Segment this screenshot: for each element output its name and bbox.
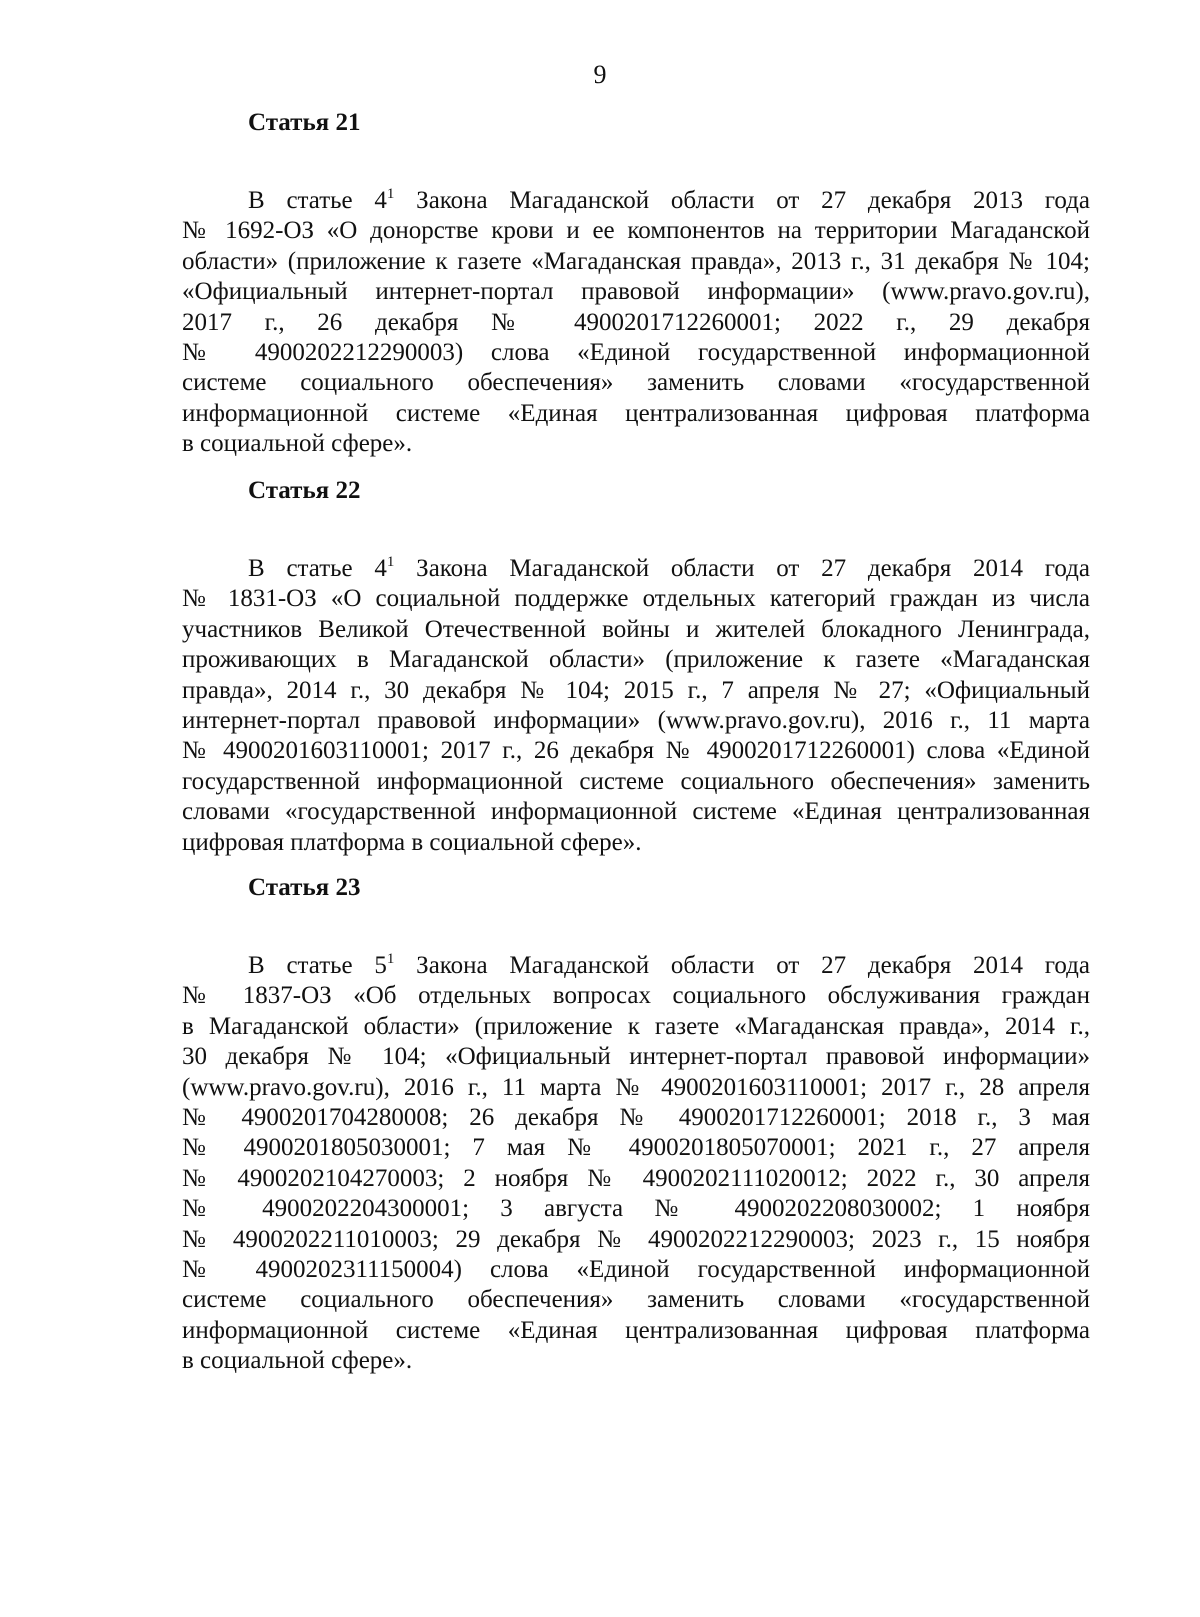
text-line: системе социального обеспечения» заменить словами «государственной bbox=[182, 1286, 1090, 1314]
text-line: цифровая платформа в социальной сфере». bbox=[182, 828, 642, 856]
text-line: участников Великой Отечественной войны и жителей блокадного Ленинграда, bbox=[182, 615, 1090, 643]
text-line: 2017 г., 26 декабря № 4900201712260001; 2022 г., 29 декабря bbox=[182, 308, 1090, 336]
text-line: в социальной сфере». bbox=[182, 1347, 413, 1375]
text-line: интернет-портал правовой информации» (www.pravo.gov.ru), 2016 г., 11 марта bbox=[182, 707, 1090, 735]
text-line: правда», 2014 г., 30 декабря № 104; 2015 г., 7 апреля № 27; «Официальный bbox=[182, 676, 1090, 704]
text-line: № 4900202204300001; 3 августа № 4900202208030002; 1 ноября bbox=[182, 1195, 1090, 1223]
superscript-one: 1 bbox=[386, 951, 395, 967]
text-line: 30 декабря № 104; «Официальный интернет-портал правовой информации» bbox=[182, 1043, 1090, 1071]
text-line: В статье $4^1$ Закона Магаданской области от 27 декабря 2013 года bbox=[248, 186, 1091, 214]
page-number: 9 bbox=[593, 60, 607, 89]
text-line: в Магаданской области» (приложение к газете «Магаданская правда», 2014 г., bbox=[182, 1012, 1090, 1040]
text-line: № 4900202311150004) слова «Единой государственной информационной bbox=[182, 1256, 1090, 1284]
text-line: информационной системе «Единая централизованная цифровая платформа bbox=[182, 399, 1090, 427]
article-heading: Статья 22 bbox=[248, 477, 361, 504]
text-line: информационной системе «Единая централизованная цифровая платформа bbox=[182, 1316, 1090, 1344]
text-line: № 4900202212290003) слова «Единой государственной информационной bbox=[182, 339, 1090, 367]
text-line: № 4900202104270003; 2 ноября № 4900202111020012; 2022 г., 30 апреля bbox=[182, 1164, 1090, 1192]
text-line: № 1831-ОЗ «О социальной поддержке отдельных категорий граждан из числа bbox=[182, 585, 1090, 613]
text-line: «Официальный интернет-портал правовой информации» (www.pravo.gov.ru), bbox=[182, 278, 1090, 306]
text-line: № 4900202211010003; 29 декабря № 4900202212290003; 2023 г., 15 ноября bbox=[182, 1225, 1090, 1253]
article-21 bbox=[182, 108, 1090, 460]
text-line: № 1692-ОЗ «О донорстве крови и ее компонентов на территории Магаданской bbox=[182, 217, 1090, 245]
article-heading: Статья 21 bbox=[248, 109, 361, 136]
text-line: системе социального обеспечения» заменить словами «государственной bbox=[182, 369, 1090, 397]
text-line: (www.pravo.gov.ru), 2016 г., 11 марта № 4900201603110001; 2017 г., 28 апреля bbox=[182, 1073, 1090, 1101]
article-22 bbox=[182, 476, 1090, 858]
text-line: проживающих в Магаданской области» (приложение к газете «Магаданская bbox=[182, 646, 1090, 674]
text-line: В статье $5^1$ Закона Магаданской области от 27 декабря 2014 года bbox=[248, 951, 1091, 979]
article-body bbox=[182, 554, 1090, 858]
text-line: словами «государственной информационной системе «Единая централизованная bbox=[182, 798, 1090, 826]
superscript-one: 1 bbox=[386, 554, 395, 570]
text-line: В статье $4^1$ Закона Магаданской области от 27 декабря 2014 года bbox=[248, 554, 1091, 582]
text-line: № 4900201704280008; 26 декабря № 4900201712260001; 2018 г., 3 мая bbox=[182, 1104, 1090, 1132]
text-line: государственной информационной системе социального обеспечения» заменить bbox=[182, 767, 1090, 795]
article-body bbox=[182, 951, 1090, 1377]
article-body bbox=[182, 186, 1090, 460]
article-23 bbox=[182, 873, 1090, 1377]
superscript-one: 1 bbox=[386, 186, 395, 202]
text-line: № 4900201805030001; 7 мая № 4900201805070001; 2021 г., 27 апреля bbox=[182, 1134, 1090, 1162]
text-line: в социальной сфере». bbox=[182, 430, 413, 458]
text-line: области» (приложение к газете «Магаданская правда», 2013 г., 31 декабря № 104; bbox=[182, 247, 1090, 275]
text-line: № 4900201603110001; 2017 г., 26 декабря № 4900201712260001) слова «Единой bbox=[182, 737, 1090, 765]
text-line: № 1837-ОЗ «Об отдельных вопросах социального обслуживания граждан bbox=[182, 982, 1090, 1010]
article-heading: Статья 23 bbox=[248, 874, 361, 901]
